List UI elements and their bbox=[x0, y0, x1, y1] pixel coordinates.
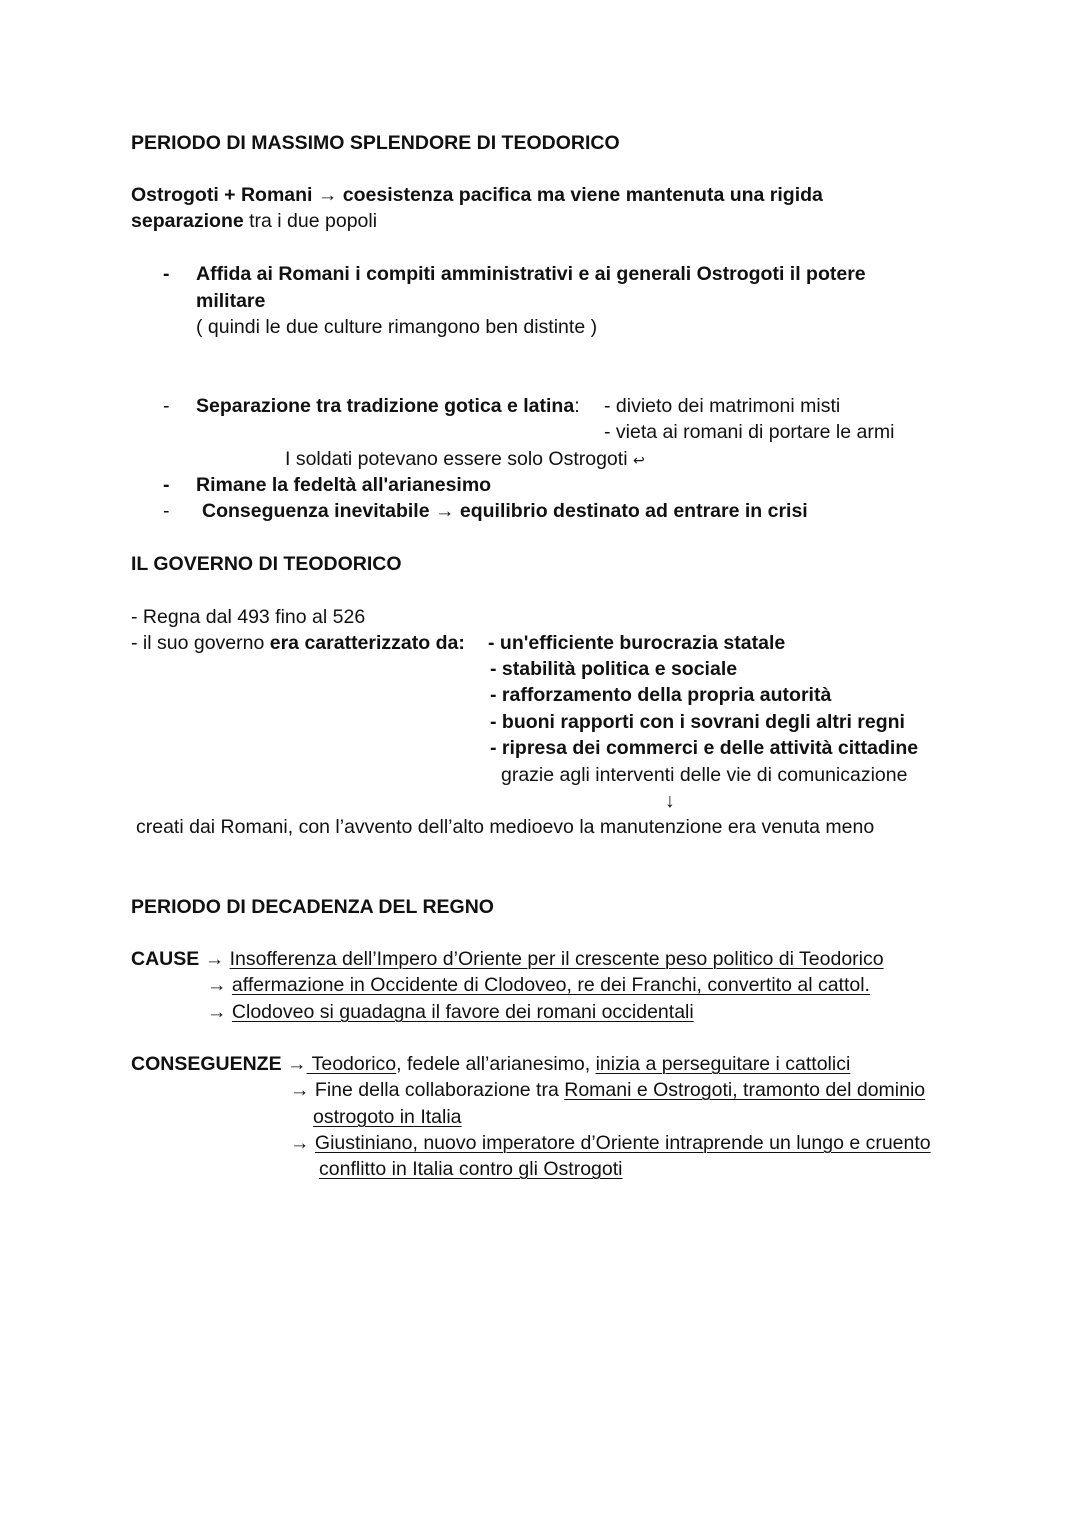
section-title-splendore: PERIODO DI MASSIMO SPLENDORE DI TEODORICO bbox=[131, 132, 620, 154]
conseguenze-label: CONSEGUENZE bbox=[131, 1053, 282, 1075]
bullet-2-note bbox=[285, 450, 645, 470]
cons-1-teodorico: Teodorico bbox=[306, 1053, 397, 1075]
bullet-2-colon: : bbox=[574, 395, 580, 417]
governo-line-2-start: - il suo governo bbox=[131, 632, 270, 654]
cons-1-middle: , fedele all’arianesimo, bbox=[396, 1053, 596, 1075]
arrow-right-icon: → bbox=[204, 948, 225, 970]
governo-item: - buoni rapporti con i sovrani degli altri regni bbox=[490, 711, 905, 733]
cause-line-1 bbox=[131, 950, 884, 970]
bullet-dash-3: - bbox=[163, 474, 170, 496]
cause-line-3 bbox=[207, 1003, 694, 1023]
bullet-1-line-1: Affida ai Romani i compiti amministrativi e ai generali Ostrogoti il potere bbox=[196, 263, 866, 285]
governo-item: - un'efficiente burocrazia statale bbox=[488, 632, 786, 654]
intro-line-2 bbox=[131, 212, 377, 232]
conseguenze-line-3 bbox=[290, 1134, 931, 1154]
bullet-2-sub-1: - divieto dei matrimoni misti bbox=[604, 395, 841, 417]
intro-bold-separazione: separazione bbox=[131, 210, 244, 232]
bullet-2-note-text: I soldati potevano essere solo Ostrogoti bbox=[285, 448, 628, 470]
cons-2-underlined: Romani e Ostrogoti, tramonto del dominio bbox=[564, 1079, 926, 1101]
governo-items-note: grazie agli interventi delle vie di comunicazione bbox=[501, 764, 908, 786]
cons-2-start: Fine della collaborazione tra bbox=[309, 1079, 565, 1101]
conseguenze-line-1 bbox=[131, 1055, 850, 1075]
section-title-governo: IL GOVERNO DI TEODORICO bbox=[131, 553, 402, 575]
return-arrow-icon: ↩ bbox=[632, 452, 645, 468]
arrow-right-icon: → bbox=[207, 974, 227, 996]
cons-3-line-2: conflitto in Italia contro gli Ostrogoti bbox=[319, 1158, 623, 1180]
bullet-1-note: ( quindi le due culture rimangono ben distinte ) bbox=[196, 316, 598, 338]
bullet-3: Rimane la fedeltà all'arianesimo bbox=[196, 474, 492, 496]
bullet-dash-4: - bbox=[163, 500, 170, 522]
cause-1: Insofferenza dell’Impero d’Oriente per il crescente peso politico di Teodorico bbox=[229, 948, 884, 970]
governo-closing: creati dai Romani, con l’avvento dell’alto medioevo la manutenzione era venuta meno bbox=[136, 816, 875, 838]
cause-3: Clodoveo si guadagna il favore dei romani occidentali bbox=[231, 1001, 694, 1023]
bullet-4: Conseguenza inevitabile → equilibrio destinato ad entrare in crisi bbox=[202, 500, 808, 522]
bullet-dash-1: - bbox=[163, 263, 170, 285]
cons-2-line-2: ostrogoto in Italia bbox=[313, 1106, 462, 1128]
governo-line-2 bbox=[131, 634, 465, 654]
bullet-dash-2: - bbox=[163, 395, 170, 417]
cause-line-2 bbox=[207, 976, 870, 996]
intro-rest: tra i due popoli bbox=[243, 210, 378, 232]
arrow-right-icon: → bbox=[207, 1001, 227, 1023]
arrow-right-icon: → bbox=[287, 1053, 307, 1075]
bullet-2-line bbox=[196, 397, 580, 417]
cause-2: affermazione in Occidente di Clodoveo, re dei Franchi, convertito al cattol. bbox=[231, 974, 870, 996]
governo-line-2-bold: era caratterizzato da: bbox=[269, 632, 465, 654]
arrow-right-icon: → bbox=[290, 1132, 310, 1154]
governo-line-1: - Regna dal 493 fino al 526 bbox=[131, 606, 366, 628]
governo-item: - stabilità politica e sociale bbox=[490, 658, 738, 680]
governo-item: - rafforzamento della propria autorità bbox=[490, 684, 832, 706]
intro-line-1: Ostrogoti + Romani → coesistenza pacifica ma viene mantenuta una rigida bbox=[131, 184, 823, 206]
conseguenze-line-2 bbox=[290, 1081, 925, 1101]
bullet-1-line-2: militare bbox=[196, 290, 266, 312]
arrow-right-icon: → bbox=[290, 1079, 310, 1101]
bullet-2-sub-2: - vieta ai romani di portare le armi bbox=[604, 421, 895, 443]
bullet-2-label: Separazione tra tradizione gotica e latina bbox=[196, 395, 575, 417]
section-title-decadenza: PERIODO DI DECADENZA DEL REGNO bbox=[131, 896, 494, 918]
cause-label: CAUSE bbox=[131, 948, 200, 970]
cons-1-end: inizia a perseguitare i cattolici bbox=[595, 1053, 851, 1075]
governo-item: - ripresa dei commerci e delle attività cittadine bbox=[490, 737, 919, 759]
cons-3-line-1: Giustiniano, nuovo imperatore d’Oriente intraprende un lungo e cruento bbox=[314, 1132, 931, 1154]
down-arrow-icon: ↓ bbox=[665, 790, 675, 812]
